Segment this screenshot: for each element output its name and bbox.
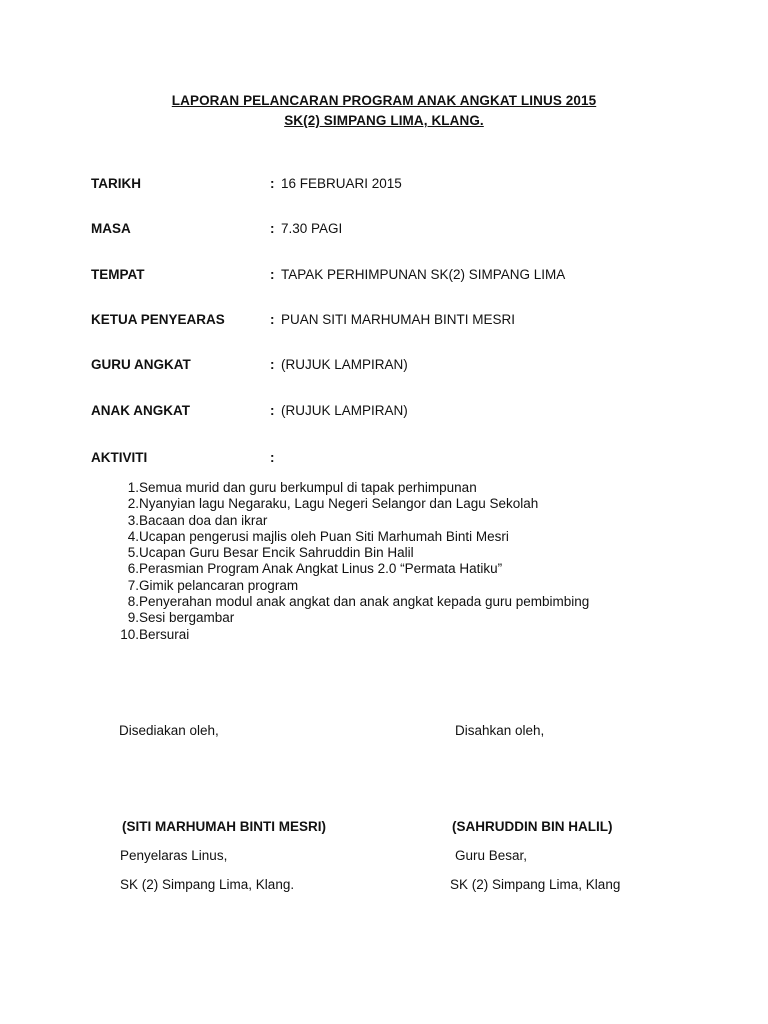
field-colon: : (270, 312, 275, 327)
field-value: TAPAK PERHIMPUNAN SK(2) SIMPANG LIMA (281, 267, 566, 282)
list-item (113, 480, 477, 496)
list-item (113, 577, 299, 594)
signatory-name: (SAHRUDDIN BIN HALIL) (452, 819, 613, 834)
list-item (113, 512, 268, 529)
list-item-number: 4. (127, 528, 139, 544)
list-item-number: 9. (127, 610, 139, 626)
field-colon: : (270, 403, 275, 418)
list-item-number: 7. (127, 577, 139, 593)
field-colon: : (270, 357, 275, 372)
list-item-number: 8. (127, 594, 139, 610)
field-label: TARIKH (91, 176, 141, 191)
report-title: LAPORAN PELANCARAN PROGRAM ANAK ANGKAT LINUS 2015 (171, 93, 597, 108)
list-item (113, 496, 539, 512)
list-item-text: Gimik pelancaran program (139, 577, 299, 593)
field-value: 16 FEBRUARI 2015 (281, 176, 402, 191)
list-item-text: Ucapan Guru Besar Encik Sahruddin Bin Halil (139, 545, 414, 561)
list-item-number: 6. (127, 561, 139, 577)
prepared-by-caption: Disediakan oleh, (119, 723, 219, 738)
field-value: (RUJUK LAMPIRAN) (281, 357, 408, 372)
field-colon: : (270, 267, 275, 282)
list-item-text: Semua murid dan guru berkumpul di tapak perhimpunan (139, 480, 477, 495)
list-item (113, 626, 190, 643)
field-label: KETUA PENYEARAS (91, 312, 225, 327)
field-label: MASA (91, 221, 131, 236)
list-item-number: 5. (127, 545, 139, 561)
list-item-text: Ucapan pengerusi majlis oleh Puan Siti Marhumah Binti Mesri (139, 528, 509, 544)
list-item (113, 561, 503, 577)
field-label: TEMPAT (91, 267, 145, 282)
field-colon: : (270, 221, 275, 236)
list-item (113, 610, 235, 626)
list-item (113, 545, 414, 561)
list-item-text: Penyerahan modul anak angkat dan anak angkat kepada guru pembimbing (139, 594, 590, 610)
list-item-number: 10. (120, 626, 139, 642)
field-value: 7.30 PAGI (281, 221, 343, 236)
list-item-text: Bersurai (139, 626, 190, 642)
field-value: (RUJUK LAMPIRAN) (281, 403, 408, 418)
list-item (113, 594, 590, 610)
list-item-text: Bacaan doa dan ikrar (139, 512, 268, 528)
list-item-text: Nyanyian lagu Negaraku, Lagu Negeri Selangor dan Lagu Sekolah (139, 496, 539, 512)
signatory-organization: SK (2) Simpang Lima, Klang (450, 877, 621, 892)
list-item-text: Perasmian Program Anak Angkat Linus 2.0 “Permata Hatiku” (139, 561, 503, 577)
list-item-number: 2. (127, 496, 139, 512)
approved-by-caption: Disahkan oleh, (455, 723, 545, 738)
list-item-text: Sesi bergambar (139, 610, 235, 626)
field-label: AKTIVITI (91, 450, 148, 465)
signatory-name: (SITI MARHUMAH BINTI MESRI) (122, 819, 326, 834)
field-value: PUAN SITI MARHUMAH BINTI MESRI (281, 312, 516, 327)
list-item-number: 3. (127, 512, 139, 528)
field-colon: : (270, 450, 275, 465)
list-item-number: 1. (127, 480, 139, 495)
school-title: SK(2) SIMPANG LIMA, KLANG. (284, 113, 484, 128)
activity-list (113, 480, 590, 643)
field-colon: : (270, 176, 275, 191)
signatory-role: Guru Besar, (455, 848, 528, 863)
field-label: ANAK ANGKAT (91, 403, 190, 418)
signatory-organization: SK (2) Simpang Lima, Klang. (120, 877, 295, 892)
signatory-role: Penyelaras Linus, (120, 848, 228, 863)
list-item (113, 528, 509, 545)
field-label: GURU ANGKAT (91, 357, 191, 372)
